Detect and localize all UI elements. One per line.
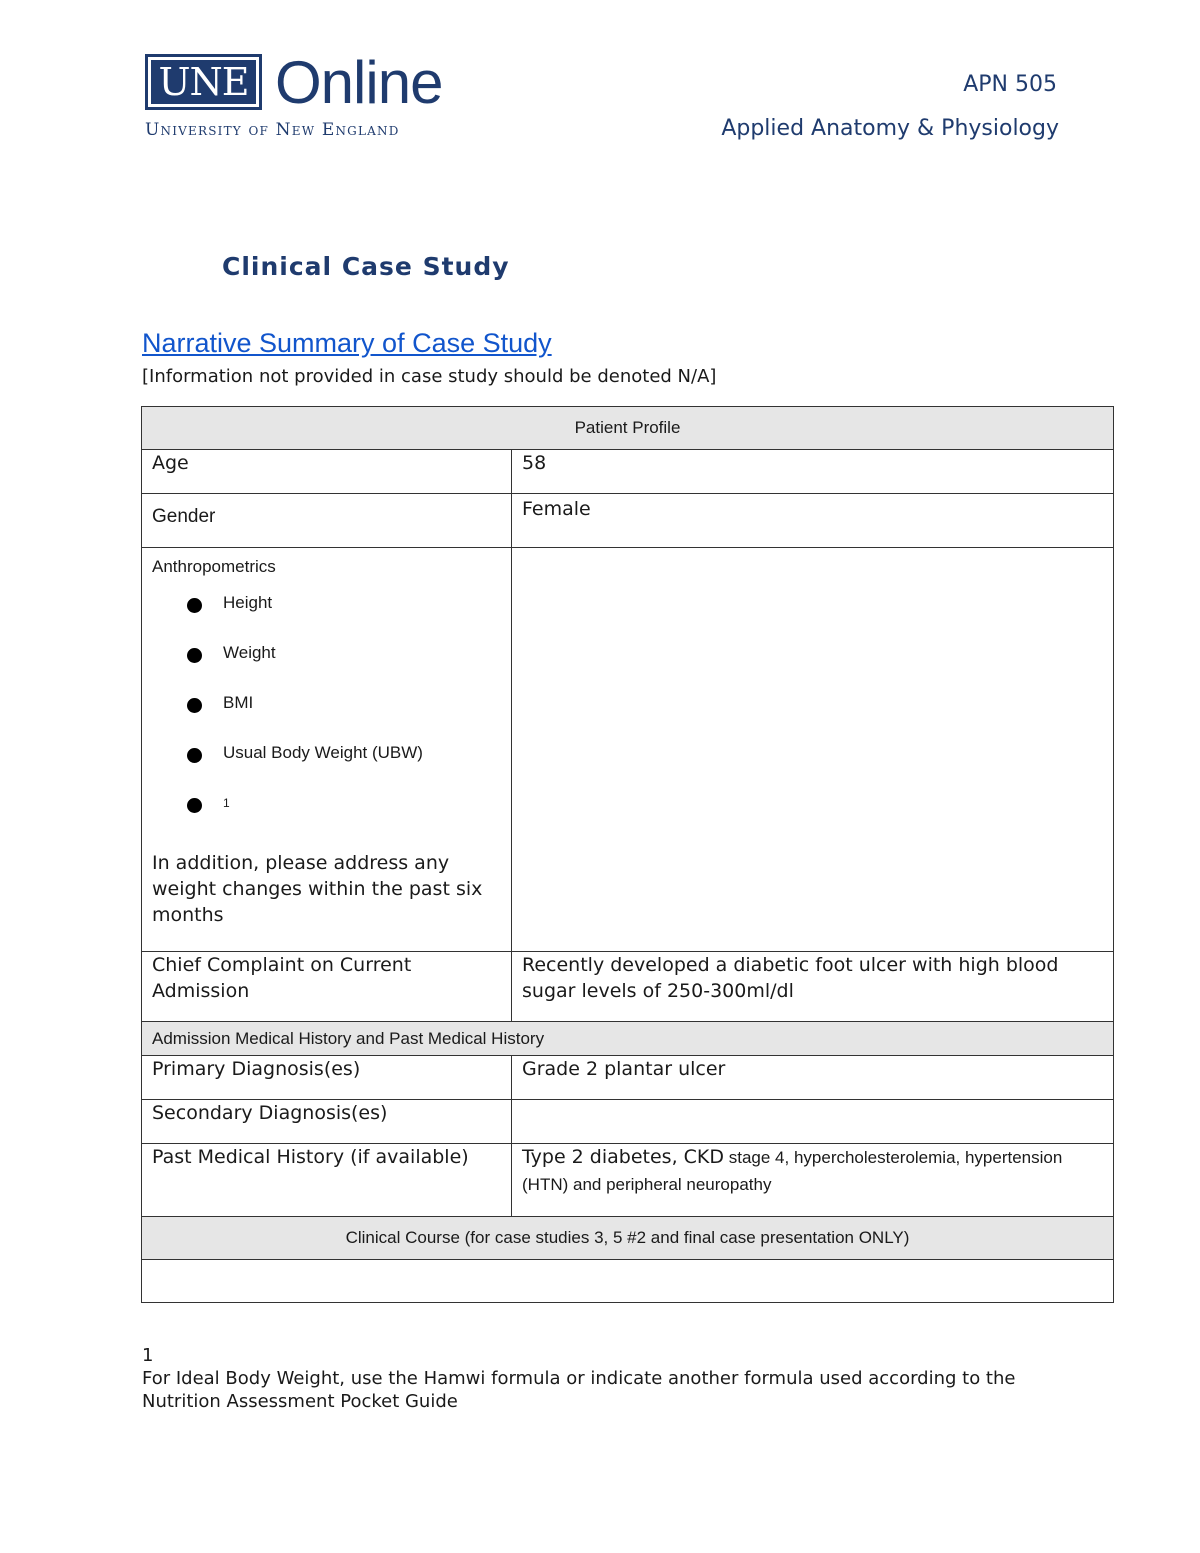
logo-university-name: University of New England [145, 120, 400, 140]
bullet-icon [187, 748, 202, 763]
pmh-value-part-a: Type 2 diabetes, CKD [522, 1146, 725, 1168]
table-row [142, 1056, 1114, 1100]
bullet-icon [187, 598, 202, 613]
table-row [142, 1217, 1114, 1260]
past-medical-history-value[interactable] [512, 1144, 1114, 1217]
instructions-text: [Information not provided in case study should be denoted N/A] [142, 366, 717, 387]
document-title: Clinical Case Study [222, 252, 510, 281]
anthropometrics-label: Anthropometrics [152, 557, 276, 576]
chief-complaint-label: Chief Complaint on Current Admission [142, 952, 512, 1022]
table-row [142, 407, 1114, 450]
patient-profile-heading: Patient Profile [142, 407, 1114, 450]
table-row [142, 450, 1114, 494]
secondary-diagnosis-value[interactable] [512, 1100, 1114, 1144]
chief-complaint-value[interactable]: Recently developed a diabetic foot ulcer with high blood sugar levels of 250-300ml/dl [512, 952, 1114, 1022]
table-row [142, 1144, 1114, 1217]
list-item-label: Weight [223, 643, 276, 662]
anthropometrics-value[interactable] [512, 548, 1114, 952]
table-row [142, 1260, 1114, 1303]
bullet-icon [187, 798, 202, 813]
gender-value[interactable]: Female [512, 494, 1114, 548]
patient-profile-table [141, 406, 1114, 1303]
anthropometrics-cell [142, 548, 512, 952]
gender-label-text: Gender [152, 506, 216, 527]
list-item-label: Height [223, 593, 273, 612]
course-name: Applied Anatomy & Physiology [721, 116, 1059, 141]
course-code: APN 505 [963, 72, 1057, 97]
list-item [187, 690, 501, 740]
list-item-label: Usual Body Weight (UBW) [223, 743, 423, 762]
list-item [187, 790, 501, 840]
clinical-course-value[interactable] [142, 1260, 1114, 1303]
age-value[interactable]: 58 [512, 450, 1114, 494]
table-row [142, 1022, 1114, 1056]
section-title-link[interactable]: Narrative Summary of Case Study [142, 328, 552, 358]
table-row [142, 1100, 1114, 1144]
une-online-logo [145, 49, 475, 144]
logo-box [145, 54, 262, 110]
bullet-icon [187, 648, 202, 663]
table-row [142, 548, 1114, 952]
list-item [187, 740, 501, 790]
past-medical-history-label: Past Medical History (if available) [142, 1144, 512, 1217]
secondary-diagnosis-label: Secondary Diagnosis(es) [142, 1100, 512, 1144]
table-row [142, 494, 1114, 548]
primary-diagnosis-value[interactable]: Grade 2 plantar ulcer [512, 1056, 1114, 1100]
footnote-text: For Ideal Body Weight, use the Hamwi formula or indicate another formula used according to the Nutrition Assessment Pocket Guide [142, 1368, 1016, 1412]
weight-change-note: In addition, please address any weight changes within the past six months [152, 852, 483, 926]
logo-box-text: UNE [151, 60, 256, 104]
age-label: Age [142, 450, 512, 494]
primary-diagnosis-label: Primary Diagnosis(es) [142, 1056, 512, 1100]
footnote-number: 1 [142, 1345, 154, 1366]
list-item-label: BMI [223, 693, 254, 712]
gender-label [142, 494, 512, 548]
footnote [142, 1344, 1062, 1413]
pmh-value-part-b: stage 4, hypercholesterolemia, hypertension (HTN) and peripheral neuropathy [522, 1148, 1063, 1194]
bullet-icon [187, 698, 202, 713]
clinical-course-heading: Clinical Course (for case studies 3, 5 #2 and final case presentation ONLY) [142, 1217, 1114, 1260]
footnote-ref[interactable]: 1 [223, 796, 230, 810]
list-item [187, 590, 501, 640]
list-item [187, 640, 501, 690]
history-heading: Admission Medical History and Past Medical History [142, 1022, 1114, 1056]
table-row [142, 952, 1114, 1022]
logo-online-text: Online [275, 49, 443, 116]
anthropometrics-list [152, 590, 501, 840]
